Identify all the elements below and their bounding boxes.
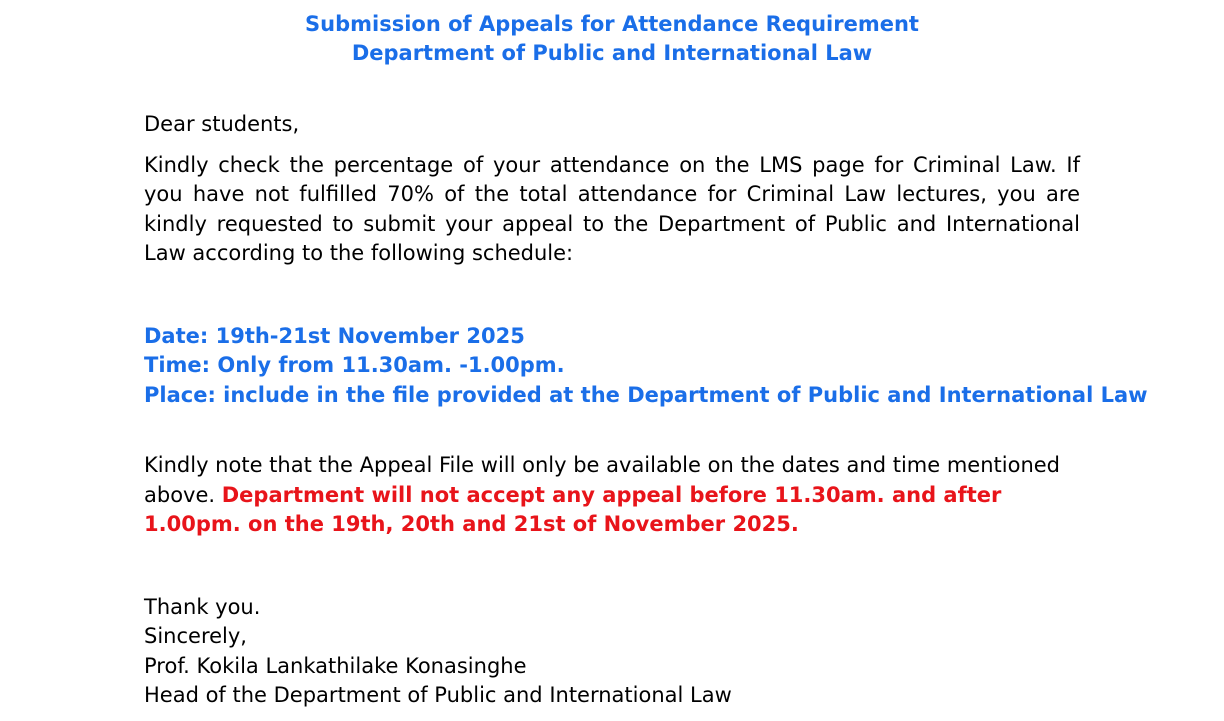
closing-thanks: Thank you. [144,594,261,619]
schedule-place: Place: include in the file provided at the Department of Public and International Law [144,382,1148,407]
signatory-name: Prof. Kokila Lankathilake Konasinghe [144,653,527,678]
closing-sign-off: Sincerely, [144,624,247,648]
greeting: Dear students, [144,112,300,136]
schedule-block [144,322,1148,411]
title-line-2: Department of Public and International Law [351,41,873,65]
closing-block [144,593,1080,711]
intro-paragraph: Kindly check the percentage of your attendance on the LMS page for Criminal Law. If you have not fulfilled 70% of the total attendance for Criminal Law lectures, you are kindly requested to submit your appeal to the Department of Public and International Law according to the following schedule: [144,152,1080,265]
note-text: Kindly note that the Appeal File will only be available on the dates and time mentioned above. [144,453,1061,507]
schedule-date: Date: 19th-21st November 2025 [144,323,525,348]
schedule-time: Time: Only from 11.30am. -1.00pm. [144,353,565,377]
notice-body [144,110,1148,711]
title-line-1: Submission of Appeals for Attendance Requirement [305,12,919,36]
signatory-position: Head of the Department of Public and International Law [144,683,732,707]
note-paragraph [144,451,1080,540]
warning-text: Department will not accept any appeal before 11.30am. and after 1.00pm. on the 19th, 20th and 21st of November 2025. [144,482,1002,536]
notice-title [0,10,1224,68]
